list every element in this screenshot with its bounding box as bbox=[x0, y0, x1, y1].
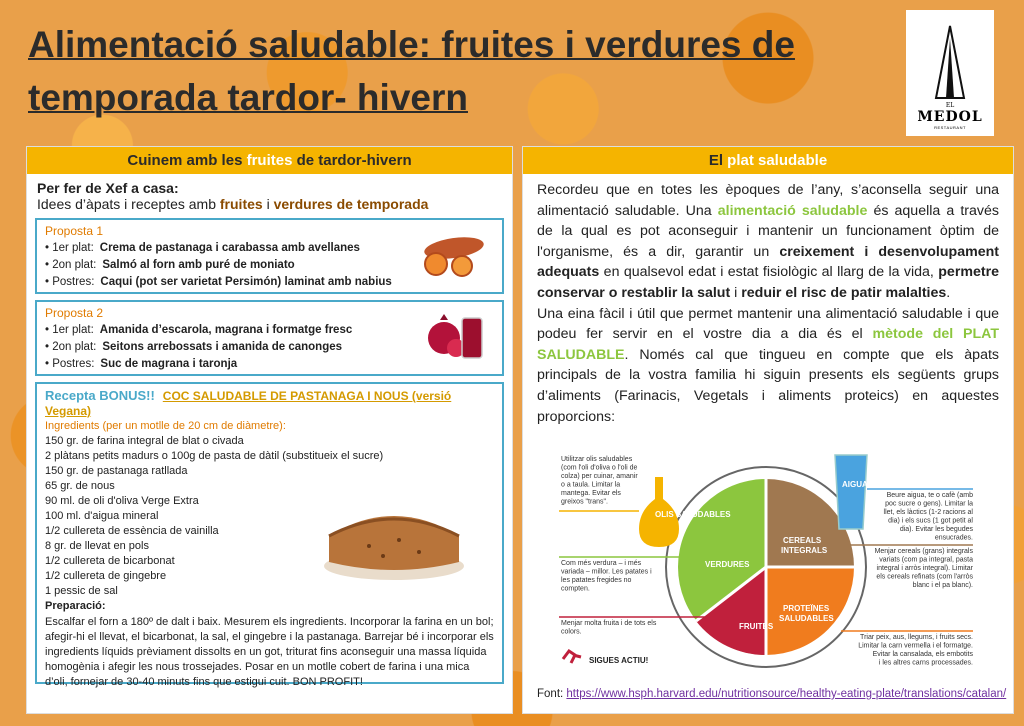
text-highlight: mètode del PLAT SALUDABLE bbox=[537, 326, 999, 363]
note-line: Beure aigua, te o cafè (amb bbox=[886, 492, 973, 499]
logo-top: EL bbox=[945, 102, 955, 109]
tower-icon bbox=[930, 24, 970, 100]
intro-text bbox=[37, 196, 502, 212]
active-label: SIGUES ACTIU! bbox=[589, 656, 649, 665]
note-line: Menjar molta fruita i de tots els bbox=[561, 620, 657, 627]
plate-svg bbox=[555, 449, 977, 675]
row-label: • Postres: bbox=[45, 276, 95, 288]
note-line: Menjar cereals (grans) integrals bbox=[874, 548, 973, 555]
right-panel bbox=[522, 146, 1014, 714]
note-line: variada – millor. Les patates i bbox=[561, 568, 652, 576]
prep-text: Escalfar el forn a 180º de dalt i baix. Mesurem els ingredients. Incorporar la farina en un bol; afegir-hi el llevat, el bicarbonat, la sal, el gingebre i la pastanaga. Barrejar bé i incorporar els ingredients líquids prèviament dissolts en un got, triturat fins aconseguir una massa líquida homogènia i afegir les nous trossejades. Posar en un motlle cobert de farina i una mica d’oli, fornejar de 30-40 minuts fins que estigui cuit. BON PROFIT! bbox=[45, 616, 494, 688]
note-line: mantega. Evitar els bbox=[561, 490, 621, 497]
ingredient-item: 150 gr. de pastanaga ratllada bbox=[45, 465, 188, 477]
note-line: greixos "trans". bbox=[561, 498, 608, 506]
intro bbox=[27, 174, 512, 212]
note-line: variats (com pa integral, pasta bbox=[879, 556, 973, 564]
ingredient-item: 1/2 cullereta de essència de vainilla bbox=[45, 525, 219, 537]
cereals-label-1: CEREALS bbox=[783, 536, 822, 545]
page-title bbox=[28, 18, 848, 124]
ingredient-item: 8 gr. de llevat en pols bbox=[45, 540, 149, 552]
veg-label: VERDURES bbox=[705, 560, 750, 569]
row-label: • 2on plat: bbox=[45, 259, 97, 271]
text-part: . bbox=[946, 284, 951, 301]
proposal-title: Proposta 1 bbox=[45, 224, 104, 238]
note-line: dia). Evitar les begudes bbox=[899, 526, 973, 533]
note-line: compten. bbox=[561, 585, 590, 593]
heading-part: de tardor-hivern bbox=[292, 152, 412, 169]
proposal-2 bbox=[35, 300, 504, 376]
ingredient-item: 1/2 cullereta de bicarbonat bbox=[45, 555, 175, 567]
source bbox=[537, 687, 1007, 702]
intro-part: Idees d’àpats i receptes amb bbox=[37, 196, 220, 212]
row-value: Caqui (pot ser varietat Persimón) laminat amb nabius bbox=[100, 276, 392, 288]
water-glass-icon bbox=[835, 455, 867, 529]
bonus-recipe bbox=[35, 382, 504, 688]
veg-note bbox=[561, 560, 652, 593]
note-line: els cereals refinats (com l'arròs bbox=[876, 573, 973, 581]
heading-highlight: plat saludable bbox=[727, 152, 828, 169]
title-line-1: Alimentació saludable: fruites i verdures de bbox=[28, 24, 795, 65]
logo-sub: RESTAURANT bbox=[934, 125, 966, 130]
text-bold: reduir el risc de patir malalties bbox=[741, 284, 947, 301]
fruit-note bbox=[561, 620, 657, 636]
left-panel-heading bbox=[27, 147, 512, 174]
note-line: Utilitzar olis saludables bbox=[561, 456, 633, 463]
intro-part: i bbox=[262, 196, 274, 212]
proposal-title: Proposta 2 bbox=[45, 306, 104, 320]
intro-highlight: verdures de temporada bbox=[273, 196, 429, 212]
row-value: Amanida d’escarola, magrana i formatge fresc bbox=[99, 324, 353, 336]
oils-note bbox=[561, 456, 638, 506]
protein-label-2: SALUDABLES bbox=[779, 614, 834, 623]
text-part: és aquella a través de la qual es pot aconseguir i mantenir un funcionament òptim de l'organisme, és a dir, garantir un bbox=[537, 202, 999, 260]
intro-title: Per fer de Xef a casa: bbox=[37, 180, 179, 196]
source-label: Font: bbox=[537, 688, 567, 700]
runner-icon bbox=[563, 651, 581, 663]
note-line: colza) per cuinar, amanir bbox=[561, 473, 638, 480]
ingredient-item: 1/2 cullereta de gingebre bbox=[45, 570, 167, 582]
note-line: Triar peix, aus, llegums, i fruits secs. bbox=[860, 634, 973, 641]
row-label: • 1er plat: bbox=[45, 324, 94, 336]
note-line: Com més verdura – i més bbox=[561, 560, 642, 567]
note-line: integral i arròs integral). Limitar bbox=[876, 565, 973, 572]
row-value: Suc de magrana i taronja bbox=[100, 358, 238, 370]
water-label: AIGUA bbox=[842, 480, 868, 489]
ingredient-item: 2 plàtans petits madurs o 100g de pasta de dàtil (substitueix el sucre) bbox=[45, 450, 384, 462]
text-highlight: alimentació saludable bbox=[717, 202, 868, 219]
healthy-plate-diagram bbox=[555, 449, 977, 675]
note-line: poc sucre o gens). Limitar la bbox=[885, 500, 973, 508]
cereal-note bbox=[875, 548, 974, 589]
note-line: Evitar la cansalada, els embotits bbox=[872, 651, 973, 658]
fruits-label: FRUITES bbox=[739, 622, 774, 631]
ingredient-item: 65 gr. de nous bbox=[45, 480, 115, 492]
healthy-plate-text bbox=[523, 174, 1013, 427]
text-part: Una eina fàcil i útil que permet mantenir una alimentació saludable i que podeu fer servir en el vostre dia a dia és el bbox=[537, 305, 999, 343]
text-bold: creixement i desenvolupament adequats bbox=[537, 243, 999, 281]
bonus-subtitle: COC SALUDABLE DE PASTANAGA I NOUS (versió Vegana) bbox=[45, 389, 452, 418]
logo bbox=[906, 10, 994, 136]
protein-label-1: PROTEÏNES bbox=[783, 604, 830, 613]
logo-name: MEDOL bbox=[917, 109, 983, 125]
pomegranate-juice-icon bbox=[426, 310, 488, 362]
text-bold: permetre conservar o restablir la salut bbox=[537, 264, 999, 301]
proposal-1 bbox=[35, 218, 504, 294]
note-line: dia) i els sucs (1 got petit al bbox=[888, 517, 973, 525]
row-label: • 1er plat: bbox=[45, 242, 94, 254]
oils-label: OLIS SALUDABLES bbox=[655, 510, 731, 519]
heading-highlight: fruites bbox=[246, 152, 293, 169]
left-panel bbox=[26, 146, 513, 714]
prep-title: Preparació: bbox=[45, 600, 106, 612]
title-line-2: temporada tardor- hivern bbox=[28, 77, 468, 118]
note-line: Limitar la carn vermella i el formatge. bbox=[858, 642, 973, 650]
heading-part: Cuinem amb les bbox=[127, 152, 247, 169]
ingredients-title: Ingredients (per un motlle de 20 cm de diàmetre): bbox=[45, 420, 286, 432]
row-label: • 2on plat: bbox=[45, 341, 97, 353]
note-line: (com l'oli d'oliva o l'oli de bbox=[561, 464, 638, 472]
note-line: ensucrades. bbox=[934, 534, 973, 542]
ingredient-item: 150 gr. de farina integral de blat o civada bbox=[45, 435, 244, 447]
ingredient-item: 1 pessic de sal bbox=[45, 585, 118, 597]
row-label: • Postres: bbox=[45, 358, 95, 370]
row-value: Crema de pastanaga i carabassa amb avellanes bbox=[99, 242, 360, 254]
cereals-label-2: INTEGRALS bbox=[781, 546, 828, 555]
veg-slice bbox=[678, 479, 766, 567]
water-note bbox=[884, 492, 974, 542]
note-line: i les altres carns processades. bbox=[878, 659, 973, 667]
row-value: Salmó al forn amb puré de moniato bbox=[102, 259, 295, 271]
note-line: les patates fregides no bbox=[561, 577, 632, 584]
text-part: i bbox=[730, 284, 742, 301]
text-part: Recordeu que en totes les èpoques de l’any, s’aconsella seguir una alimentació saludable. Una bbox=[537, 182, 999, 219]
note-line: blanc i el pa blanc). bbox=[912, 582, 973, 589]
carrot-cake-image bbox=[319, 496, 469, 586]
ingredient-item: 90 ml. de oli d'oliva Verge Extra bbox=[45, 495, 199, 507]
heading-part: El bbox=[708, 152, 728, 169]
note-line: llet, els làctics (1-2 racions al bbox=[883, 509, 973, 516]
right-panel-heading bbox=[523, 147, 1013, 174]
intro-highlight: fruites bbox=[219, 196, 263, 212]
source-link[interactable]: https://www.hsph.harvard.edu/nutritionsource/healthy-eating-plate/translations/catalan/ bbox=[566, 688, 1007, 700]
note-line: o a taula. Limitar la bbox=[561, 481, 621, 489]
bonus-heading bbox=[45, 388, 494, 419]
ingredient-item: 100 ml. d'aigua mineral bbox=[45, 510, 159, 522]
protein-note bbox=[858, 634, 973, 667]
bonus-title: Recepta BONUS!! bbox=[45, 388, 155, 403]
text-part: en qualsevol edat i estat fisiològic al llarg de la vida, bbox=[599, 264, 939, 281]
text-part: . Només cal que tingueu en compte que els àpats principals de la vostra familia hi siguin presents els següents grups d’aliments (Farinacis, Vegetals i aliments proteics) en aquestes proporcions: bbox=[537, 346, 999, 425]
row-value: Seitons arrebossats i amanida de canonges bbox=[102, 341, 343, 353]
sweet-potato-icon bbox=[418, 234, 488, 278]
note-line: colors. bbox=[561, 628, 582, 636]
